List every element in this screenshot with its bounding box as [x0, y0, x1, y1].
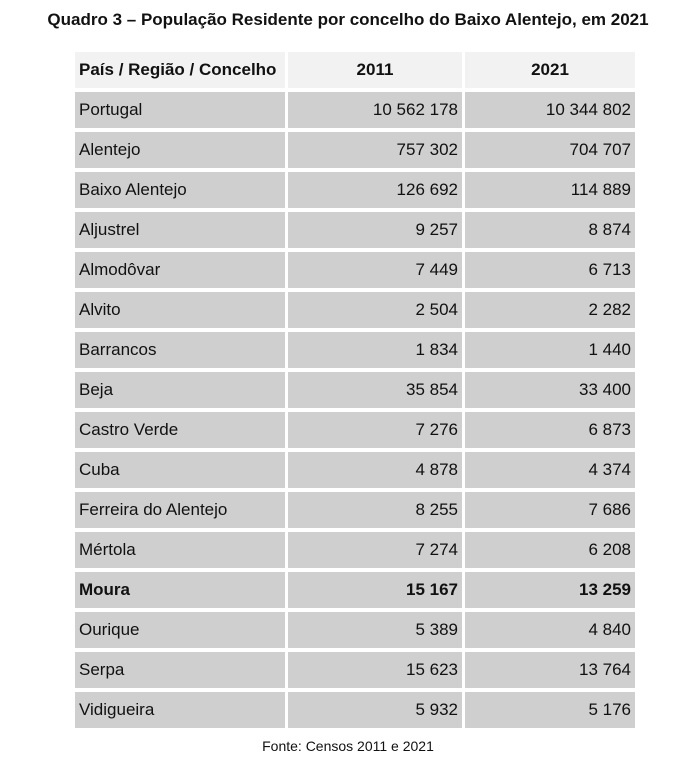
row-value-2021: 5 176: [465, 692, 635, 728]
row-value-2021: 13 259: [465, 572, 635, 608]
table-row: [75, 372, 635, 408]
column-header-region: País / Região / Concelho: [75, 52, 285, 88]
row-name: Cuba: [75, 452, 285, 488]
row-value-2021: 7 686: [465, 492, 635, 528]
row-name: Castro Verde: [75, 412, 285, 448]
row-value-2011: 5 932: [288, 692, 462, 728]
table-title: Quadro 3 – População Residente por concelho do Baixo Alentejo, em 2021: [47, 10, 649, 29]
row-name: Portugal: [75, 92, 285, 128]
row-name: Barrancos: [75, 332, 285, 368]
row-value-2011: 7 274: [288, 532, 462, 568]
row-value-2021: 6 208: [465, 532, 635, 568]
row-name: Almodôvar: [75, 252, 285, 288]
row-value-2021: 4 840: [465, 612, 635, 648]
table-row: [75, 332, 635, 368]
row-value-2021: 10 344 802: [465, 92, 635, 128]
row-value-2021: 2 282: [465, 292, 635, 328]
table-row: [75, 252, 635, 288]
row-value-2021: 1 440: [465, 332, 635, 368]
row-name: Moura: [75, 572, 285, 608]
row-value-2011: 35 854: [288, 372, 462, 408]
table-row: [75, 292, 635, 328]
row-value-2011: 1 834: [288, 332, 462, 368]
table-row: [75, 692, 635, 728]
row-value-2011: 126 692: [288, 172, 462, 208]
row-value-2021: 8 874: [465, 212, 635, 248]
row-value-2021: 6 873: [465, 412, 635, 448]
table-row: [75, 652, 635, 688]
table-row: [75, 132, 635, 168]
table-row: [75, 172, 635, 208]
row-name: Ferreira do Alentejo: [75, 492, 285, 528]
row-value-2011: 8 255: [288, 492, 462, 528]
row-name: Aljustrel: [75, 212, 285, 248]
row-value-2011: 757 302: [288, 132, 462, 168]
row-value-2021: 704 707: [465, 132, 635, 168]
row-name: Beja: [75, 372, 285, 408]
column-header-2021: 2021: [465, 52, 635, 88]
row-name: Alvito: [75, 292, 285, 328]
population-table: [72, 48, 638, 732]
column-header-2011: 2011: [288, 52, 462, 88]
row-value-2011: 2 504: [288, 292, 462, 328]
row-value-2021: 33 400: [465, 372, 635, 408]
row-value-2021: 6 713: [465, 252, 635, 288]
table-row: [75, 452, 635, 488]
table-row: [75, 92, 635, 128]
row-value-2011: 7 276: [288, 412, 462, 448]
row-value-2011: 15 623: [288, 652, 462, 688]
row-name: Baixo Alentejo: [75, 172, 285, 208]
row-name: Serpa: [75, 652, 285, 688]
row-value-2011: 7 449: [288, 252, 462, 288]
table-header-row: [75, 52, 635, 88]
table-row-highlighted: [75, 572, 635, 608]
row-name: Alentejo: [75, 132, 285, 168]
row-value-2021: 13 764: [465, 652, 635, 688]
row-value-2011: 5 389: [288, 612, 462, 648]
table-row: [75, 492, 635, 528]
table-row: [75, 612, 635, 648]
row-name: Ourique: [75, 612, 285, 648]
table-row: [75, 412, 635, 448]
row-value-2011: 9 257: [288, 212, 462, 248]
source-note: Fonte: Censos 2011 e 2021: [262, 738, 434, 754]
row-value-2011: 15 167: [288, 572, 462, 608]
table-row: [75, 532, 635, 568]
row-value-2011: 10 562 178: [288, 92, 462, 128]
table-row: [75, 212, 635, 248]
row-name: Mértola: [75, 532, 285, 568]
row-name: Vidigueira: [75, 692, 285, 728]
row-value-2021: 114 889: [465, 172, 635, 208]
row-value-2021: 4 374: [465, 452, 635, 488]
row-value-2011: 4 878: [288, 452, 462, 488]
